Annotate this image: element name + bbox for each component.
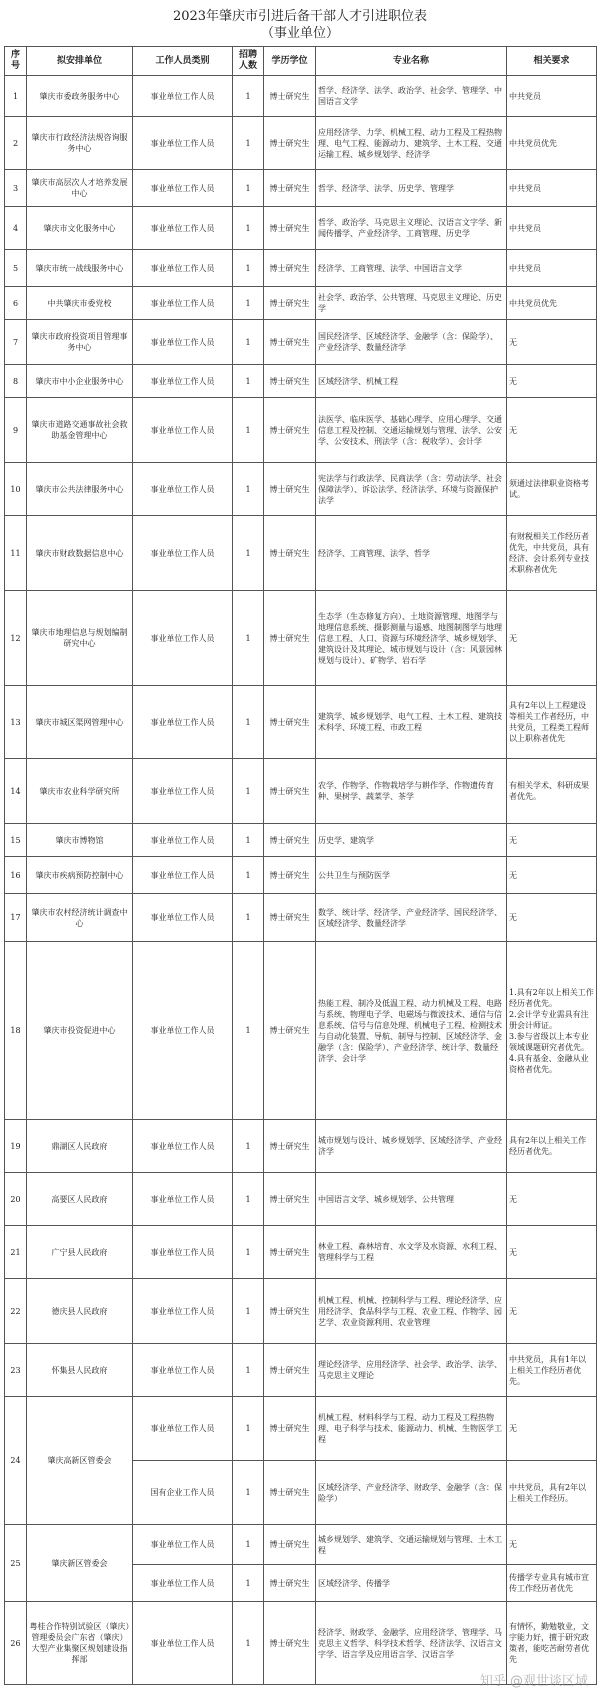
cell-degree: 博士研究生 bbox=[264, 365, 316, 398]
cell-no: 10 bbox=[5, 463, 27, 516]
cell-req: 无 bbox=[507, 1397, 597, 1461]
cell-type: 事业单位工作人员 bbox=[133, 1525, 233, 1565]
cell-degree: 博士研究生 bbox=[264, 1461, 316, 1525]
cell-major: 中国语言文学、城乡规划学、公共管理 bbox=[316, 1173, 507, 1226]
cell-count: 1 bbox=[233, 516, 264, 591]
cell-type: 事业单位工作人员 bbox=[133, 1173, 233, 1226]
cell-unit: 肇庆市财政数据信息中心 bbox=[27, 516, 133, 591]
cell-count: 1 bbox=[233, 365, 264, 398]
cell-req: 无 bbox=[507, 365, 597, 398]
table-row bbox=[5, 1525, 597, 1565]
cell-type: 事业单位工作人员 bbox=[133, 365, 233, 398]
table-row bbox=[5, 463, 597, 516]
header-count: 招聘人数 bbox=[233, 47, 264, 76]
table-row bbox=[5, 894, 597, 942]
cell-req: 无 bbox=[507, 857, 597, 894]
cell-req: 无 bbox=[507, 1525, 597, 1565]
table-row bbox=[5, 824, 597, 857]
cell-req: 无 bbox=[507, 1279, 597, 1344]
cell-type: 事业单位工作人员 bbox=[133, 857, 233, 894]
cell-req: 有情怀，勤勉敬业，文字能力好，擅于研究政策者，能吃苦耐劳者优先 bbox=[507, 1602, 597, 1685]
cell-unit: 肇庆市公共法律服务中心 bbox=[27, 463, 133, 516]
cell-req: 无 bbox=[507, 894, 597, 942]
positions-table bbox=[4, 46, 597, 1685]
cell-major: 热能工程、制冷及低温工程、动力机械及工程、电路与系统、物理电子学、电磁场与微波技术、通信与信息系统、信号与信息处理、机械电子工程、检测技术与自动化装置、导航、制导与控制、区域经济学、金融学（含：保险学）、产业经济学、统计学、数量经济学、会计学 bbox=[316, 942, 507, 1120]
header-req: 相关要求 bbox=[507, 47, 597, 76]
cell-req: 中共党员 bbox=[507, 170, 597, 207]
cell-req: 中共党员 bbox=[507, 207, 597, 250]
cell-req: 具有2年以上相关工作经历者优先。 bbox=[507, 1120, 597, 1173]
cell-no: 24 bbox=[5, 1397, 27, 1525]
cell-unit: 肇庆市投资促进中心 bbox=[27, 942, 133, 1120]
table-row bbox=[5, 1397, 597, 1461]
cell-req: 无 bbox=[507, 398, 597, 463]
cell-unit: 肇庆市统一战线服务中心 bbox=[27, 250, 133, 287]
cell-major: 区域经济学、机械工程 bbox=[316, 365, 507, 398]
cell-no: 14 bbox=[5, 759, 27, 824]
cell-degree: 博士研究生 bbox=[264, 170, 316, 207]
cell-no: 16 bbox=[5, 857, 27, 894]
cell-degree: 博士研究生 bbox=[264, 857, 316, 894]
cell-degree: 博士研究生 bbox=[264, 1344, 316, 1397]
page-title: 2023年肇庆市引进后备干部人才引进职位表 bbox=[0, 8, 600, 25]
table-row bbox=[5, 170, 597, 207]
cell-no: 6 bbox=[5, 287, 27, 320]
cell-req: 有相关学术、科研成果者优先。 bbox=[507, 759, 597, 824]
cell-major: 宪法学与行政法学、民商法学（含：劳动法学、社会保障法学）、诉讼法学、经济法学、环境与资源保护法学 bbox=[316, 463, 507, 516]
cell-count: 1 bbox=[233, 170, 264, 207]
cell-major: 理论经济学、应用经济学、社会学、政治学、法学、马克思主义理论 bbox=[316, 1344, 507, 1397]
cell-major: 经济学、财政学、金融学、应用经济学、管理学、马克思主义哲学、科学技术哲学、经济法学、汉语言文字学、语言学及应用语言学、汉语言学 bbox=[316, 1602, 507, 1685]
cell-req: 中共党员优先 bbox=[507, 287, 597, 320]
table-row bbox=[5, 857, 597, 894]
cell-type: 事业单位工作人员 bbox=[133, 894, 233, 942]
cell-count: 1 bbox=[233, 1602, 264, 1685]
cell-count: 1 bbox=[233, 1120, 264, 1173]
cell-unit: 肇庆市城区渠网管理中心 bbox=[27, 686, 133, 759]
cell-degree: 博士研究生 bbox=[264, 287, 316, 320]
cell-count: 1 bbox=[233, 759, 264, 824]
cell-major: 经济学、工商管理、法学、哲学 bbox=[316, 516, 507, 591]
cell-count: 1 bbox=[233, 857, 264, 894]
cell-unit: 德庆县人民政府 bbox=[27, 1279, 133, 1344]
cell-req: 有财税相关工作经历者优先，中共党员，具有经济、会计系列专业技术职称者优先 bbox=[507, 516, 597, 591]
cell-degree: 博士研究生 bbox=[264, 1279, 316, 1344]
cell-unit: 中共肇庆市委党校 bbox=[27, 287, 133, 320]
cell-unit: 肇庆市农业科学研究所 bbox=[27, 759, 133, 824]
table-row bbox=[5, 117, 597, 170]
cell-unit: 肇庆市政府投资项目管理事务中心 bbox=[27, 320, 133, 365]
cell-unit: 高要区人民政府 bbox=[27, 1173, 133, 1226]
cell-req: 无 bbox=[507, 320, 597, 365]
cell-count: 1 bbox=[233, 1565, 264, 1602]
page-subtitle: （事业单位） bbox=[0, 25, 600, 42]
cell-type: 事业单位工作人员 bbox=[133, 76, 233, 117]
cell-unit: 肇庆市行政经济法规咨询服务中心 bbox=[27, 117, 133, 170]
cell-major: 农学、作物学、作物栽培学与耕作学、作物遗传育种、果树学、蔬菜学、茶学 bbox=[316, 759, 507, 824]
cell-type: 事业单位工作人员 bbox=[133, 824, 233, 857]
cell-unit: 肇庆市农村经济统计调查中心 bbox=[27, 894, 133, 942]
cell-unit: 肇庆市高层次人才培养发展中心 bbox=[27, 170, 133, 207]
cell-degree: 博士研究生 bbox=[264, 207, 316, 250]
cell-degree: 博士研究生 bbox=[264, 76, 316, 117]
cell-no: 5 bbox=[5, 250, 27, 287]
cell-no: 22 bbox=[5, 1279, 27, 1344]
cell-unit: 粤桂合作特别试验区（肇庆）管理委员会广东省（肇庆）大型产业集聚区规划建设指挥部 bbox=[27, 1602, 133, 1685]
cell-degree: 博士研究生 bbox=[264, 250, 316, 287]
table-row bbox=[5, 516, 597, 591]
cell-type: 事业单位工作人员 bbox=[133, 686, 233, 759]
table-row bbox=[5, 320, 597, 365]
cell-unit: 怀集县人民政府 bbox=[27, 1344, 133, 1397]
cell-unit: 广宁县人民政府 bbox=[27, 1226, 133, 1279]
cell-type: 事业单位工作人员 bbox=[133, 1279, 233, 1344]
cell-degree: 博士研究生 bbox=[264, 1120, 316, 1173]
watermark: 知乎 @观世谈区域 bbox=[480, 1670, 588, 1689]
cell-req: 中共党员，具有2年以上相关工作经历。 bbox=[507, 1461, 597, 1525]
table-row bbox=[5, 1173, 597, 1226]
cell-type: 事业单位工作人员 bbox=[133, 1397, 233, 1461]
cell-type: 事业单位工作人员 bbox=[133, 287, 233, 320]
cell-degree: 博士研究生 bbox=[264, 1525, 316, 1565]
cell-degree: 博士研究生 bbox=[264, 1565, 316, 1602]
cell-major: 法医学、临床医学、基础心理学、应用心理学、交通信息工程及控制、交通运输规划与管理、法学、公安学、公安技术、刑法学（含：税收学）、会计学 bbox=[316, 398, 507, 463]
cell-major: 机械工程、机械、控制科学与工程、理论经济学、应用经济学、食品科学与工程、农业工程、作物学、园艺学、农业资源利用、农业管理 bbox=[316, 1279, 507, 1344]
cell-major: 哲学、经济学、法学、政治学、社会学、管理学、中国语言文学 bbox=[316, 76, 507, 117]
cell-count: 1 bbox=[233, 250, 264, 287]
cell-req: 中共党员优先 bbox=[507, 117, 597, 170]
cell-req: 中共党员 bbox=[507, 250, 597, 287]
cell-major: 历史学、建筑学 bbox=[316, 824, 507, 857]
cell-no: 23 bbox=[5, 1344, 27, 1397]
cell-type: 事业单位工作人员 bbox=[133, 170, 233, 207]
cell-unit: 鼎湖区人民政府 bbox=[27, 1120, 133, 1173]
table-header-row bbox=[5, 47, 597, 76]
table-row bbox=[5, 1120, 597, 1173]
cell-count: 1 bbox=[233, 320, 264, 365]
cell-unit: 肇庆市地理信息与规划编制研究中心 bbox=[27, 591, 133, 686]
cell-no: 2 bbox=[5, 117, 27, 170]
cell-degree: 博士研究生 bbox=[264, 1173, 316, 1226]
cell-req: 无 bbox=[507, 824, 597, 857]
cell-count: 1 bbox=[233, 1226, 264, 1279]
cell-degree: 博士研究生 bbox=[264, 1602, 316, 1685]
cell-count: 1 bbox=[233, 942, 264, 1120]
cell-major: 经济学、工商管理、法学、中国语言文学 bbox=[316, 250, 507, 287]
cell-unit: 肇庆高新区管委会 bbox=[27, 1397, 133, 1525]
cell-degree: 博士研究生 bbox=[264, 320, 316, 365]
cell-major: 哲学、政治学、马克思主义理论、汉语言文字学、新闻传播学、产业经济学、工商管理、历史学 bbox=[316, 207, 507, 250]
cell-unit: 肇庆市博物馆 bbox=[27, 824, 133, 857]
cell-count: 1 bbox=[233, 894, 264, 942]
cell-degree: 博士研究生 bbox=[264, 824, 316, 857]
cell-no: 26 bbox=[5, 1602, 27, 1685]
table-row bbox=[5, 398, 597, 463]
cell-type: 事业单位工作人员 bbox=[133, 1120, 233, 1173]
cell-type: 事业单位工作人员 bbox=[133, 1602, 233, 1685]
cell-degree: 博士研究生 bbox=[264, 463, 316, 516]
cell-req: 无 bbox=[507, 591, 597, 686]
cell-major: 机械工程、材料科学与工程、动力工程及工程热物理、电子科学与技术、能源动力、机械、生物医学工程 bbox=[316, 1397, 507, 1461]
cell-type: 事业单位工作人员 bbox=[133, 117, 233, 170]
cell-unit: 肇庆新区管委会 bbox=[27, 1525, 133, 1602]
cell-req: 传播学专业具有城市宣传工作经历者优先 bbox=[507, 1565, 597, 1602]
cell-count: 1 bbox=[233, 686, 264, 759]
cell-no: 3 bbox=[5, 170, 27, 207]
cell-type: 事业单位工作人员 bbox=[133, 320, 233, 365]
cell-degree: 博士研究生 bbox=[264, 759, 316, 824]
cell-no: 8 bbox=[5, 365, 27, 398]
cell-major: 国民经济学、区域经济学、金融学（含：保险学）、产业经济学、数量经济学 bbox=[316, 320, 507, 365]
cell-major: 建筑学、城乡规划学、电气工程、土木工程、建筑技术科学、环境工程、市政工程 bbox=[316, 686, 507, 759]
cell-req: 无 bbox=[507, 1173, 597, 1226]
cell-unit: 肇庆市道路交通事故社会救助基金管理中心 bbox=[27, 398, 133, 463]
cell-no: 21 bbox=[5, 1226, 27, 1279]
cell-degree: 博士研究生 bbox=[264, 591, 316, 686]
cell-count: 1 bbox=[233, 1525, 264, 1565]
cell-no: 17 bbox=[5, 894, 27, 942]
cell-type: 事业单位工作人员 bbox=[133, 398, 233, 463]
cell-no: 4 bbox=[5, 207, 27, 250]
table-row bbox=[5, 365, 597, 398]
cell-count: 1 bbox=[233, 824, 264, 857]
cell-major: 哲学、经济学、法学、历史学、管理学 bbox=[316, 170, 507, 207]
cell-major: 应用经济学、力学、机械工程、动力工程及工程热物理、电气工程、能源动力、建筑学、土木工程、交通运输工程、城乡规划学、经济学 bbox=[316, 117, 507, 170]
cell-count: 1 bbox=[233, 1279, 264, 1344]
table-row bbox=[5, 1344, 597, 1397]
cell-type: 事业单位工作人员 bbox=[133, 1565, 233, 1602]
cell-no: 7 bbox=[5, 320, 27, 365]
cell-type: 事业单位工作人员 bbox=[133, 759, 233, 824]
cell-type: 事业单位工作人员 bbox=[133, 1226, 233, 1279]
cell-type: 事业单位工作人员 bbox=[133, 591, 233, 686]
cell-unit: 肇庆市中小企业服务中心 bbox=[27, 365, 133, 398]
cell-no: 13 bbox=[5, 686, 27, 759]
cell-degree: 博士研究生 bbox=[264, 894, 316, 942]
cell-major: 公共卫生与预防医学 bbox=[316, 857, 507, 894]
cell-degree: 博士研究生 bbox=[264, 942, 316, 1120]
cell-major: 城市规划与设计、城乡规划学、区域经济学、产业经济学 bbox=[316, 1120, 507, 1173]
cell-degree: 博士研究生 bbox=[264, 1397, 316, 1461]
cell-type: 事业单位工作人员 bbox=[133, 463, 233, 516]
cell-type: 事业单位工作人员 bbox=[133, 516, 233, 591]
table-row bbox=[5, 287, 597, 320]
cell-major: 林业工程、森林培育、水文学及水资源、水利工程、管理科学与工程 bbox=[316, 1226, 507, 1279]
cell-type: 事业单位工作人员 bbox=[133, 250, 233, 287]
cell-type: 国有企业工作人员 bbox=[133, 1461, 233, 1525]
table-row bbox=[5, 207, 597, 250]
table-row bbox=[5, 591, 597, 686]
cell-major: 生态学（生态修复方向）、土地资源管理、地图学与地理信息系统、摄影测量与遥感、地图制图学与地理信息工程、人口、资源与环境经济学、城乡规划学、建筑设计及其理论、城市规划与设计（含：风景园林规划与设计）、矿物学、岩石学 bbox=[316, 591, 507, 686]
cell-count: 1 bbox=[233, 76, 264, 117]
table-row bbox=[5, 759, 597, 824]
table-row bbox=[5, 1226, 597, 1279]
header-type: 工作人员类别 bbox=[133, 47, 233, 76]
cell-type: 事业单位工作人员 bbox=[133, 942, 233, 1120]
cell-no: 1 bbox=[5, 76, 27, 117]
header-no: 序号 bbox=[5, 47, 27, 76]
cell-count: 1 bbox=[233, 207, 264, 250]
cell-unit: 肇庆市委政务服务中心 bbox=[27, 76, 133, 117]
cell-no: 25 bbox=[5, 1525, 27, 1602]
cell-count: 1 bbox=[233, 1344, 264, 1397]
cell-type: 事业单位工作人员 bbox=[133, 1344, 233, 1397]
cell-no: 11 bbox=[5, 516, 27, 591]
cell-no: 20 bbox=[5, 1173, 27, 1226]
cell-major: 城乡规划学、建筑学、交通运输规划与管理、土木工程 bbox=[316, 1525, 507, 1565]
cell-unit: 肇庆市文化服务中心 bbox=[27, 207, 133, 250]
cell-no: 15 bbox=[5, 824, 27, 857]
cell-unit: 肇庆市疾病预防控制中心 bbox=[27, 857, 133, 894]
cell-req: 具有2年以上工程建设等相关工作者经历，中共党员，工程类工程师以上职称者优先 bbox=[507, 686, 597, 759]
cell-count: 1 bbox=[233, 117, 264, 170]
cell-count: 1 bbox=[233, 463, 264, 516]
cell-no: 9 bbox=[5, 398, 27, 463]
cell-req: 中共党员，具有1年以上相关工作经历者优先。 bbox=[507, 1344, 597, 1397]
cell-degree: 博士研究生 bbox=[264, 398, 316, 463]
cell-no: 18 bbox=[5, 942, 27, 1120]
table-row bbox=[5, 1279, 597, 1344]
table-row bbox=[5, 76, 597, 117]
cell-req: 1.具有2年以上相关工作经历者优先。 2.会计学专业需具有注册会计师证。 3.参与省级以上本专业领域课题研究者优先。 4.具有基金、金融从业资格者优先。 bbox=[507, 942, 597, 1120]
cell-count: 1 bbox=[233, 398, 264, 463]
cell-count: 1 bbox=[233, 1173, 264, 1226]
cell-req: 须通过法律职业资格考试。 bbox=[507, 463, 597, 516]
cell-no: 12 bbox=[5, 591, 27, 686]
cell-req: 无 bbox=[507, 1226, 597, 1279]
cell-no: 19 bbox=[5, 1120, 27, 1173]
cell-degree: 博士研究生 bbox=[264, 516, 316, 591]
cell-degree: 博士研究生 bbox=[264, 117, 316, 170]
cell-count: 1 bbox=[233, 287, 264, 320]
header-unit: 拟安排单位 bbox=[27, 47, 133, 76]
cell-count: 1 bbox=[233, 1397, 264, 1461]
cell-degree: 博士研究生 bbox=[264, 1226, 316, 1279]
cell-major: 数学、统计学、经济学、产业经济学、国民经济学、区域经济学、数量经济学 bbox=[316, 894, 507, 942]
header-major: 专业名称 bbox=[316, 47, 507, 76]
cell-major: 社会学、政治学、公共管理、马克思主义理论、历史学 bbox=[316, 287, 507, 320]
header-degree: 学历学位 bbox=[264, 47, 316, 76]
table-row bbox=[5, 942, 597, 1120]
table-row bbox=[5, 250, 597, 287]
cell-degree: 博士研究生 bbox=[264, 686, 316, 759]
cell-count: 1 bbox=[233, 1461, 264, 1525]
table-row bbox=[5, 686, 597, 759]
cell-major: 区域经济学、传播学 bbox=[316, 1565, 507, 1602]
cell-type: 事业单位工作人员 bbox=[133, 207, 233, 250]
cell-req: 中共党员 bbox=[507, 76, 597, 117]
cell-major: 区域经济学、产业经济学、财政学、金融学（含：保险学） bbox=[316, 1461, 507, 1525]
cell-count: 1 bbox=[233, 591, 264, 686]
